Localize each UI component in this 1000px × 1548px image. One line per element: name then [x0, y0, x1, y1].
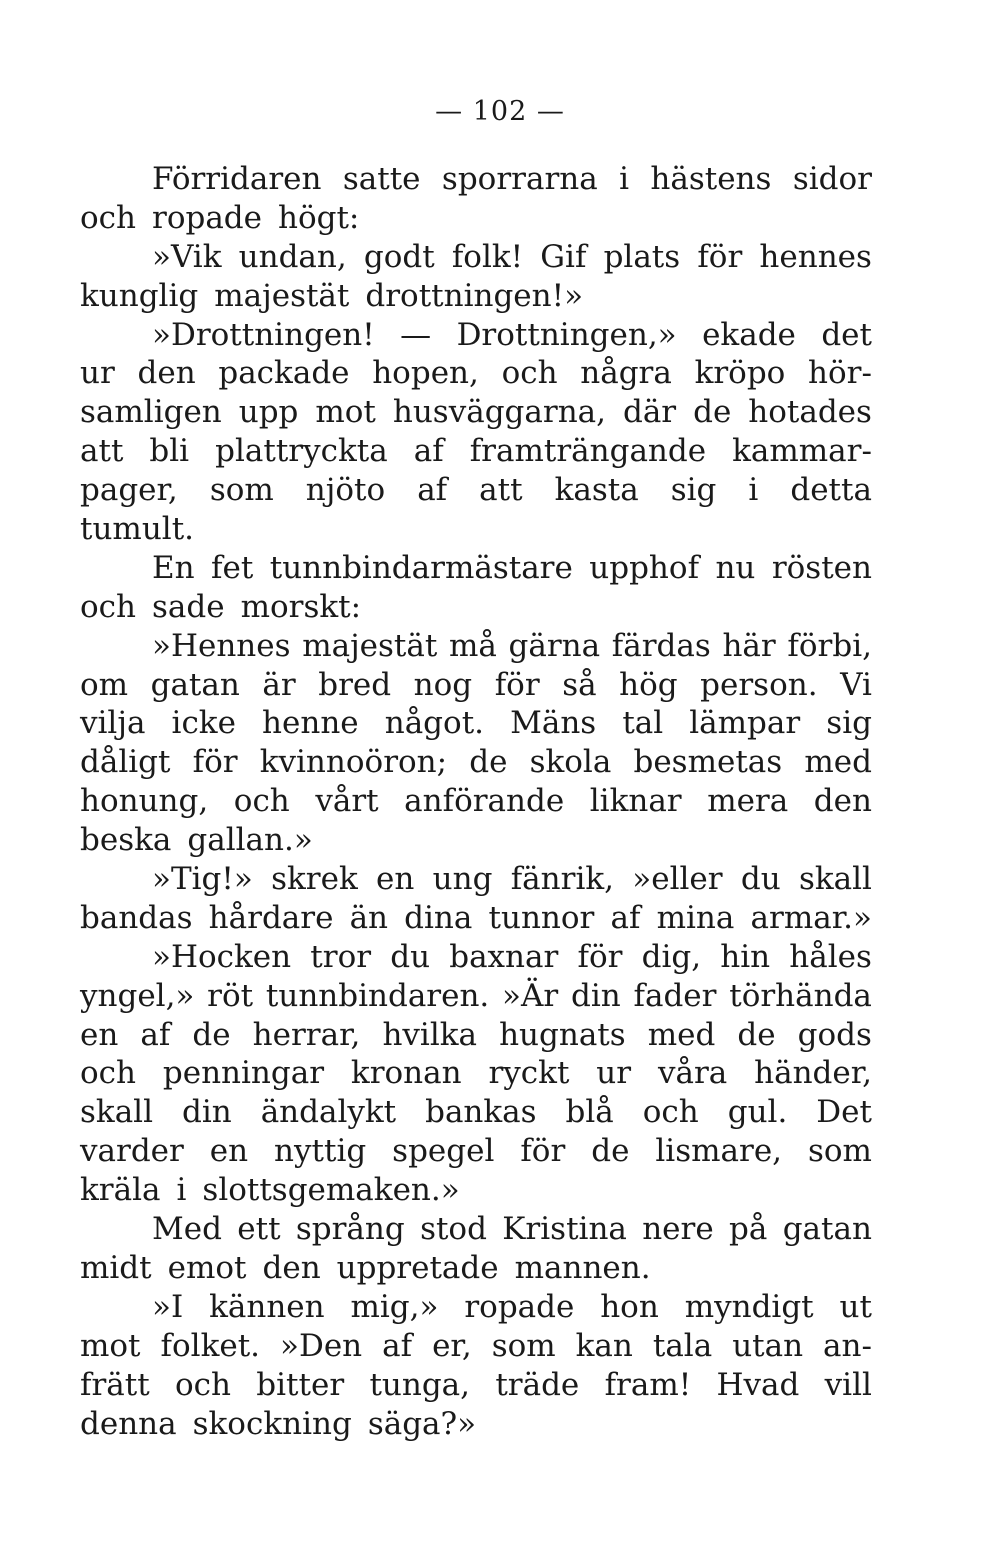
word: »Hennes — [152, 627, 291, 664]
word: rösten — [771, 549, 872, 586]
text-line — [80, 1405, 872, 1444]
word: gul. — [727, 1094, 788, 1131]
word: som — [209, 472, 274, 509]
word: med — [804, 744, 872, 781]
word: på — [729, 1211, 768, 1248]
word: tror — [310, 938, 372, 975]
word: de — [693, 394, 732, 431]
word: för — [577, 938, 623, 975]
word: lismare, — [655, 1133, 783, 1170]
word: henne — [262, 705, 359, 742]
word: plats — [603, 238, 681, 275]
word: hör- — [808, 355, 872, 392]
word: törhända — [729, 977, 872, 1014]
text-line — [80, 860, 872, 899]
word: skall — [80, 1094, 154, 1131]
word: mot — [315, 394, 376, 431]
word: Förridaren — [152, 161, 322, 197]
word: fet — [211, 549, 254, 586]
word: denna — [80, 1405, 177, 1442]
word: majestät — [302, 627, 438, 664]
word: och — [80, 1055, 136, 1092]
word: Med — [152, 1211, 222, 1248]
text-line — [80, 354, 872, 393]
word: fram! — [604, 1366, 692, 1403]
text-line — [80, 199, 872, 238]
word: sig — [670, 472, 717, 509]
word: »I — [152, 1288, 184, 1325]
word: sporrarna — [441, 161, 598, 197]
word: drottningen!» — [365, 277, 584, 314]
word: »Är — [502, 977, 559, 1014]
word: njöto — [305, 472, 386, 509]
word: du — [390, 938, 431, 975]
word: besmetas — [633, 744, 783, 781]
word: som — [807, 1133, 872, 1170]
word: här — [722, 627, 776, 664]
word: fader — [633, 977, 717, 1014]
word: hennes — [759, 238, 872, 275]
word: beska — [80, 822, 172, 859]
word: att — [80, 433, 124, 470]
word: ur — [80, 355, 115, 392]
word: Gif — [540, 238, 587, 275]
word: skall — [798, 861, 872, 898]
word: dåligt — [80, 744, 171, 781]
word: med — [647, 1016, 716, 1053]
word: gatan — [782, 1211, 872, 1248]
text-line — [80, 277, 872, 316]
word: där — [622, 394, 677, 431]
word: hårdare — [208, 899, 334, 936]
word: af — [610, 899, 641, 936]
word: midt — [80, 1249, 152, 1286]
text-line — [80, 743, 872, 782]
word: folk! — [451, 238, 524, 275]
word: din — [571, 977, 621, 1014]
word: gatan — [150, 666, 240, 703]
word: håles — [789, 938, 872, 975]
word: samligen — [80, 394, 222, 431]
word: »Vik — [152, 238, 222, 275]
text-line — [80, 588, 872, 627]
word: tunnbindaren. — [265, 977, 490, 1014]
word: röt — [207, 977, 254, 1014]
word: förbi, — [787, 627, 872, 664]
word: hin — [720, 938, 771, 975]
word: varder — [80, 1133, 184, 1170]
word: ung — [432, 861, 493, 898]
word: om — [80, 666, 129, 703]
text-line — [80, 160, 872, 199]
word: nere — [642, 1211, 714, 1248]
word: majestät — [214, 277, 350, 314]
word: och — [175, 1366, 231, 1403]
word: Drottningen,» — [456, 316, 677, 353]
word: så — [562, 666, 597, 703]
text-line — [80, 1249, 872, 1288]
word: och — [80, 199, 136, 236]
text-line — [80, 471, 872, 510]
word: något. — [384, 705, 485, 742]
word: sig — [826, 705, 872, 742]
word: sidor — [792, 161, 872, 197]
word: tunnor — [488, 899, 595, 936]
text-line — [80, 1093, 872, 1132]
word: stod — [420, 1211, 487, 1248]
text-line — [80, 316, 872, 355]
word: pager, — [80, 472, 178, 509]
word: för — [192, 744, 238, 781]
word: »Hocken — [152, 938, 292, 975]
word: an- — [823, 1327, 872, 1364]
word: kräla — [80, 1172, 161, 1209]
word: vårt — [315, 783, 379, 820]
word: mannen. — [514, 1249, 651, 1286]
word: bitter — [256, 1366, 345, 1403]
word: upp — [238, 394, 299, 431]
word: »eller — [632, 861, 723, 898]
word: den — [813, 783, 872, 820]
word: hästens — [650, 161, 772, 197]
word: lämpar — [689, 705, 801, 742]
word: husväggarna, — [392, 394, 606, 431]
word: hotades — [748, 394, 872, 431]
word: och — [80, 588, 136, 625]
text-line — [80, 821, 872, 860]
word: mot — [80, 1327, 141, 1364]
word: tunnbindarmästare — [269, 549, 573, 586]
word: mig,» — [350, 1288, 439, 1325]
word: våra — [657, 1055, 728, 1092]
word: icke — [171, 705, 236, 742]
word: bli — [149, 433, 190, 470]
word: Det — [816, 1094, 872, 1131]
word: kronan — [350, 1055, 462, 1092]
word: slottsgemaken.» — [202, 1172, 460, 1209]
word: i — [619, 161, 630, 197]
word: den — [262, 1249, 321, 1286]
word: kan — [575, 1327, 633, 1364]
word: upphof — [589, 549, 700, 586]
word: den — [137, 355, 196, 392]
word: i — [176, 1172, 187, 1209]
word: godt — [363, 238, 435, 275]
page-number: — 102 — — [435, 96, 565, 127]
word: hopen, — [372, 355, 479, 392]
word: »Den — [280, 1327, 363, 1364]
word: de — [737, 1016, 776, 1053]
word: tal — [622, 705, 664, 742]
word: skrek — [271, 861, 358, 898]
word: plattryckta — [215, 433, 388, 470]
word: mera — [707, 783, 789, 820]
text-line — [80, 1288, 872, 1327]
word: myndigt — [684, 1288, 814, 1325]
word: hvilka — [382, 1016, 478, 1053]
word: för — [520, 1133, 566, 1170]
word: utan — [732, 1327, 804, 1364]
word: som — [491, 1327, 556, 1364]
word: liknar — [589, 783, 682, 820]
word: kännen — [209, 1288, 325, 1325]
word: ut — [839, 1288, 872, 1325]
word: undan, — [238, 238, 347, 275]
text-line — [80, 1366, 872, 1405]
word: hugnats — [499, 1016, 626, 1053]
word: ryckt — [488, 1055, 570, 1092]
word: packade — [218, 355, 350, 392]
word: yngel,» — [80, 977, 195, 1014]
body-text — [80, 160, 872, 1443]
word: en — [376, 861, 415, 898]
word: de — [192, 1016, 231, 1053]
word: nu — [715, 549, 756, 586]
word: säga?» — [367, 1405, 477, 1442]
word: vill — [824, 1366, 872, 1403]
word: vilja — [80, 705, 146, 742]
word: — — [400, 316, 432, 353]
word: nyttig — [274, 1133, 367, 1170]
word: du — [740, 861, 781, 898]
text-line — [80, 549, 872, 588]
word: för — [494, 666, 540, 703]
word: satte — [342, 161, 421, 197]
word: din — [181, 1094, 232, 1131]
word: gallan.» — [187, 822, 313, 859]
text-line — [80, 1132, 872, 1171]
word: är — [262, 666, 296, 703]
word: de — [469, 744, 508, 781]
text-line — [80, 627, 872, 666]
word: af — [413, 433, 444, 470]
text-line — [80, 899, 872, 938]
word: tala — [652, 1327, 713, 1364]
word: bred — [318, 666, 392, 703]
word: Mäns — [510, 705, 597, 742]
word: kvinnoöron; — [259, 744, 448, 781]
word: »Tig!» — [152, 861, 253, 898]
word: en — [80, 1016, 119, 1053]
word: frätt — [80, 1366, 150, 1403]
word: ändalykt — [260, 1094, 397, 1131]
word: dig, — [641, 938, 702, 975]
word: herrar, — [252, 1016, 361, 1053]
word: och — [642, 1094, 699, 1131]
word: bandas — [80, 899, 193, 936]
word: kunglig — [80, 277, 199, 314]
word: armar.» — [750, 899, 872, 936]
word: person. — [700, 666, 818, 703]
word: dina — [404, 899, 473, 936]
word: händer, — [754, 1055, 872, 1092]
word: ropade — [464, 1288, 575, 1325]
word: gärna — [508, 627, 601, 664]
word: än — [349, 899, 389, 936]
text-line — [80, 1054, 872, 1093]
word: må — [448, 627, 497, 664]
word: honung, — [80, 783, 209, 820]
text-line — [80, 938, 872, 977]
text-line — [80, 393, 872, 432]
word: gods — [797, 1016, 872, 1053]
word: penningar — [162, 1055, 325, 1092]
word: er, — [432, 1327, 472, 1364]
word: kröpo — [694, 355, 786, 392]
word: färdas — [611, 627, 711, 664]
word: några — [580, 355, 672, 392]
word: spegel — [392, 1133, 495, 1170]
word: fänrik, — [510, 861, 614, 898]
word: kammar- — [732, 433, 872, 470]
word: i — [748, 472, 759, 509]
word: framträngande — [469, 433, 707, 470]
word: och — [501, 355, 558, 392]
text-line — [80, 238, 872, 277]
word: En — [152, 549, 195, 586]
text-line — [80, 704, 872, 743]
word: bankas — [425, 1094, 537, 1131]
word: ropade — [152, 199, 262, 236]
word: träde — [495, 1366, 580, 1403]
word: folket. — [160, 1327, 261, 1364]
word: af — [140, 1016, 171, 1053]
word: en — [209, 1133, 249, 1170]
text-line — [80, 1171, 872, 1210]
word: språng — [295, 1211, 405, 1248]
word: Hvad — [716, 1366, 800, 1403]
text-line — [80, 432, 872, 471]
word: hög — [619, 666, 678, 703]
word: anförande — [404, 783, 565, 820]
word: af — [417, 472, 448, 509]
text-line — [80, 977, 872, 1016]
word: detta — [790, 472, 872, 509]
word: ur — [596, 1055, 632, 1092]
word: emot — [167, 1249, 247, 1286]
text-line — [80, 1210, 872, 1249]
word: Kristina — [502, 1211, 627, 1248]
word: sade — [152, 588, 225, 625]
word: baxnar — [449, 938, 559, 975]
word: det — [821, 316, 872, 353]
word: hon — [600, 1288, 659, 1325]
word: tumult. — [80, 511, 195, 548]
word: »Drottningen! — [152, 316, 375, 353]
word: af — [382, 1327, 413, 1364]
word: skockning — [192, 1405, 352, 1442]
text-line — [80, 782, 872, 821]
word: för — [697, 238, 743, 275]
word: att — [479, 472, 523, 509]
word: Vi — [840, 666, 872, 703]
word: skola — [529, 744, 612, 781]
text-line — [80, 1327, 872, 1366]
word: nog — [413, 666, 473, 703]
word: ett — [237, 1211, 281, 1248]
word: blå — [565, 1094, 614, 1131]
text-line — [80, 666, 872, 705]
word: högt: — [278, 199, 360, 236]
word: ekade — [702, 316, 796, 353]
word: kasta — [554, 472, 639, 509]
word: tunga, — [369, 1366, 471, 1403]
word: morskt: — [240, 588, 362, 625]
word: och — [233, 783, 290, 820]
text-line — [80, 510, 872, 549]
text-line — [80, 1016, 872, 1055]
word: mina — [656, 899, 735, 936]
word: de — [591, 1133, 630, 1170]
word: uppretade — [336, 1249, 499, 1286]
